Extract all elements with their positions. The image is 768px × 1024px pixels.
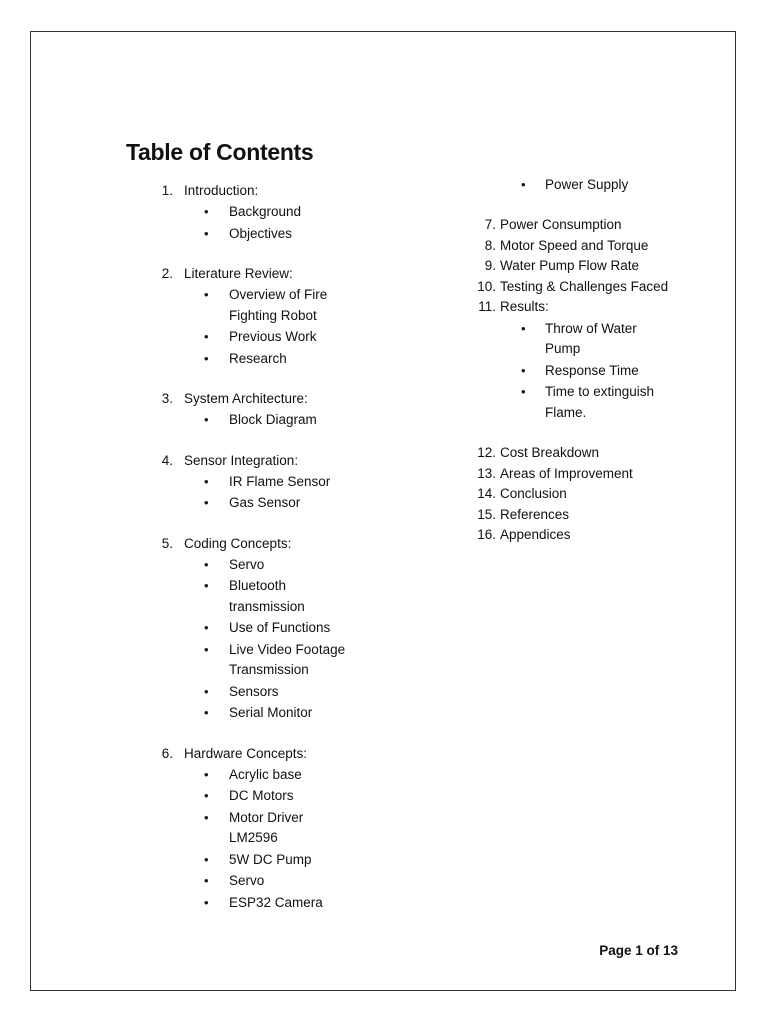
toc-subitem-label: Time to extinguish: [545, 384, 655, 399]
toc-entry-number: 15.: [477, 506, 496, 522]
bullet-dot-icon: •: [204, 894, 209, 910]
toc-subitem: [0, 618, 400, 639]
bullet-dot-icon: •: [204, 683, 209, 699]
toc-subitem-label: Research: [229, 350, 287, 366]
toc-subitem: [0, 765, 400, 786]
toc-entry: [0, 525, 571, 545]
bullet-dot-icon: •: [204, 705, 209, 720]
toc-subitem-label: LM2596: [229, 830, 278, 845]
toc-entry-label: Appendices: [500, 527, 571, 542]
toc-subitem-label: Use of Functions: [229, 620, 331, 635]
toc-entry-label: Conclusion: [500, 486, 567, 501]
bullet-dot-icon: •: [521, 177, 526, 192]
toc-subitem-label: DC Motors: [229, 788, 294, 803]
page-number: Page 1 of 13: [599, 943, 678, 958]
toc-entry-number: 8.: [484, 237, 496, 253]
toc-subitem: [0, 382, 655, 423]
toc-subitem-label: Response Time: [545, 362, 639, 378]
toc-subitem-label: Servo: [229, 873, 265, 888]
bullet-dot-icon: •: [521, 384, 526, 399]
bullet-dot-icon: •: [204, 766, 209, 782]
toc-subitem-label: Transmission: [229, 662, 309, 677]
toc-subitem: [0, 175, 629, 196]
toc-entry-number: 1.: [161, 183, 173, 198]
toc-entry-number: 12.: [477, 445, 496, 460]
toc-entry-number: 6.: [161, 745, 173, 761]
toc-subitem-label: ESP32 Camera: [229, 894, 323, 910]
toc-subitem: [0, 703, 400, 724]
toc-entry-label: Cost Breakdown: [500, 445, 600, 460]
toc-subitem-label: Pump: [545, 341, 581, 356]
toc-entry-label: Motor Speed and Torque: [500, 237, 649, 253]
toc-subitem-label: Serial Monitor: [229, 705, 313, 720]
toc-entry-number: 4.: [161, 452, 173, 468]
toc-subitem-label: Flame.: [545, 404, 587, 420]
toc-subitem-label: Motor Driver: [229, 809, 304, 825]
toc-subitem: [0, 640, 400, 681]
bullet-dot-icon: •: [204, 620, 209, 635]
toc-subitem-label: Background: [229, 204, 302, 219]
toc-subitem-label: Previous Work: [229, 329, 317, 344]
bullet-dot-icon: •: [204, 788, 209, 803]
toc-entry-label: Coding Concepts:: [184, 535, 292, 551]
toc-entry-label: Introduction:: [184, 183, 259, 198]
bullet-dot-icon: •: [204, 873, 209, 888]
toc-subitem-label: Throw of Water: [545, 320, 637, 336]
toc-entry-label: Testing & Challenges Faced: [500, 278, 669, 294]
toc-entry-number: 7.: [484, 217, 496, 232]
toc-entry-number: 11.: [478, 299, 496, 314]
toc-entry: [0, 443, 600, 463]
toc-entry-number: 9.: [484, 258, 496, 273]
toc-subitem-label: Objectives: [229, 225, 293, 241]
toc-subitem: [0, 555, 400, 576]
bullet-dot-icon: •: [204, 578, 209, 593]
toc-entry-label: Areas of Improvement: [500, 465, 633, 481]
toc-entry: [0, 215, 622, 235]
toc-subitem-label: Live Video Footage: [229, 641, 346, 657]
bullet-dot-icon: •: [204, 287, 209, 302]
toc-subitem: [0, 682, 400, 703]
toc-entry: [0, 744, 400, 764]
toc-entry-label: Results:: [500, 299, 549, 314]
bullet-dot-icon: •: [204, 204, 209, 219]
toc-entry-label: Power Consumption: [500, 217, 622, 232]
toc-subitem-label: Fighting Robot: [229, 307, 317, 323]
toc-subitem: [0, 893, 400, 914]
bullet-dot-icon: •: [204, 225, 209, 241]
bullet-dot-icon: •: [204, 851, 209, 867]
toc-subitem: [0, 576, 400, 617]
toc-entry: [0, 484, 567, 504]
toc-entry-number: 2.: [161, 266, 173, 281]
toc-subitem: [0, 786, 400, 807]
toc-entry-number: 10.: [477, 278, 496, 294]
toc-entry-number: 13.: [477, 465, 496, 481]
toc-entry-number: 16.: [477, 527, 496, 542]
page-title: Table of Contents: [126, 139, 314, 165]
bullet-dot-icon: •: [204, 473, 209, 489]
toc-entry-label: Sensor Integration:: [184, 452, 299, 468]
toc-entry-label: System Architecture:: [184, 391, 308, 406]
toc-subitem: [0, 871, 400, 892]
toc-subitem-label: Servo: [229, 556, 265, 572]
toc-entry: [0, 297, 549, 317]
toc-subitem-label: Overview of Fire: [229, 287, 328, 302]
toc-entry-label: Hardware Concepts:: [184, 745, 308, 761]
bullet-dot-icon: •: [204, 641, 209, 657]
toc-subitem-label: Sensors: [229, 683, 279, 699]
toc-subitem: [0, 850, 400, 871]
toc-entry: [0, 277, 669, 297]
toc-subitem: [0, 361, 639, 382]
toc-subitem: [0, 319, 637, 360]
toc-entry-label: References: [500, 506, 570, 522]
toc-entry-label: Water Pump Flow Rate: [500, 258, 640, 273]
bullet-dot-icon: •: [521, 320, 526, 336]
toc-entry: [0, 505, 570, 525]
toc-entry-number: 14.: [477, 486, 496, 501]
bullet-dot-icon: •: [204, 495, 209, 510]
toc-entry-number: 5.: [161, 535, 173, 551]
bullet-dot-icon: •: [204, 809, 209, 825]
bullet-dot-icon: •: [204, 412, 209, 427]
toc-subitem-label: 5W DC Pump: [229, 851, 312, 867]
bullet-dot-icon: •: [204, 556, 209, 572]
toc-subitem-label: IR Flame Sensor: [229, 473, 331, 489]
toc-entry: [0, 464, 633, 484]
bullet-dot-icon: •: [521, 362, 526, 378]
toc-subitem-label: Power Supply: [545, 177, 629, 192]
bullet-dot-icon: •: [204, 329, 209, 344]
toc-entry-number: 3.: [161, 391, 173, 406]
toc-subitem-label: Gas Sensor: [229, 495, 301, 510]
toc-subitem-label: Bluetooth: [229, 578, 287, 593]
toc-entry: [0, 236, 649, 256]
toc-subitem-label: Block Diagram: [229, 412, 317, 427]
toc-subitem-label: transmission: [229, 598, 305, 614]
toc-subitem-label: Acrylic base: [229, 766, 302, 782]
toc-entry: [0, 256, 640, 276]
bullet-dot-icon: •: [204, 350, 209, 366]
toc-subitem: [0, 808, 400, 849]
toc-entry-label: Literature Review:: [184, 266, 293, 281]
